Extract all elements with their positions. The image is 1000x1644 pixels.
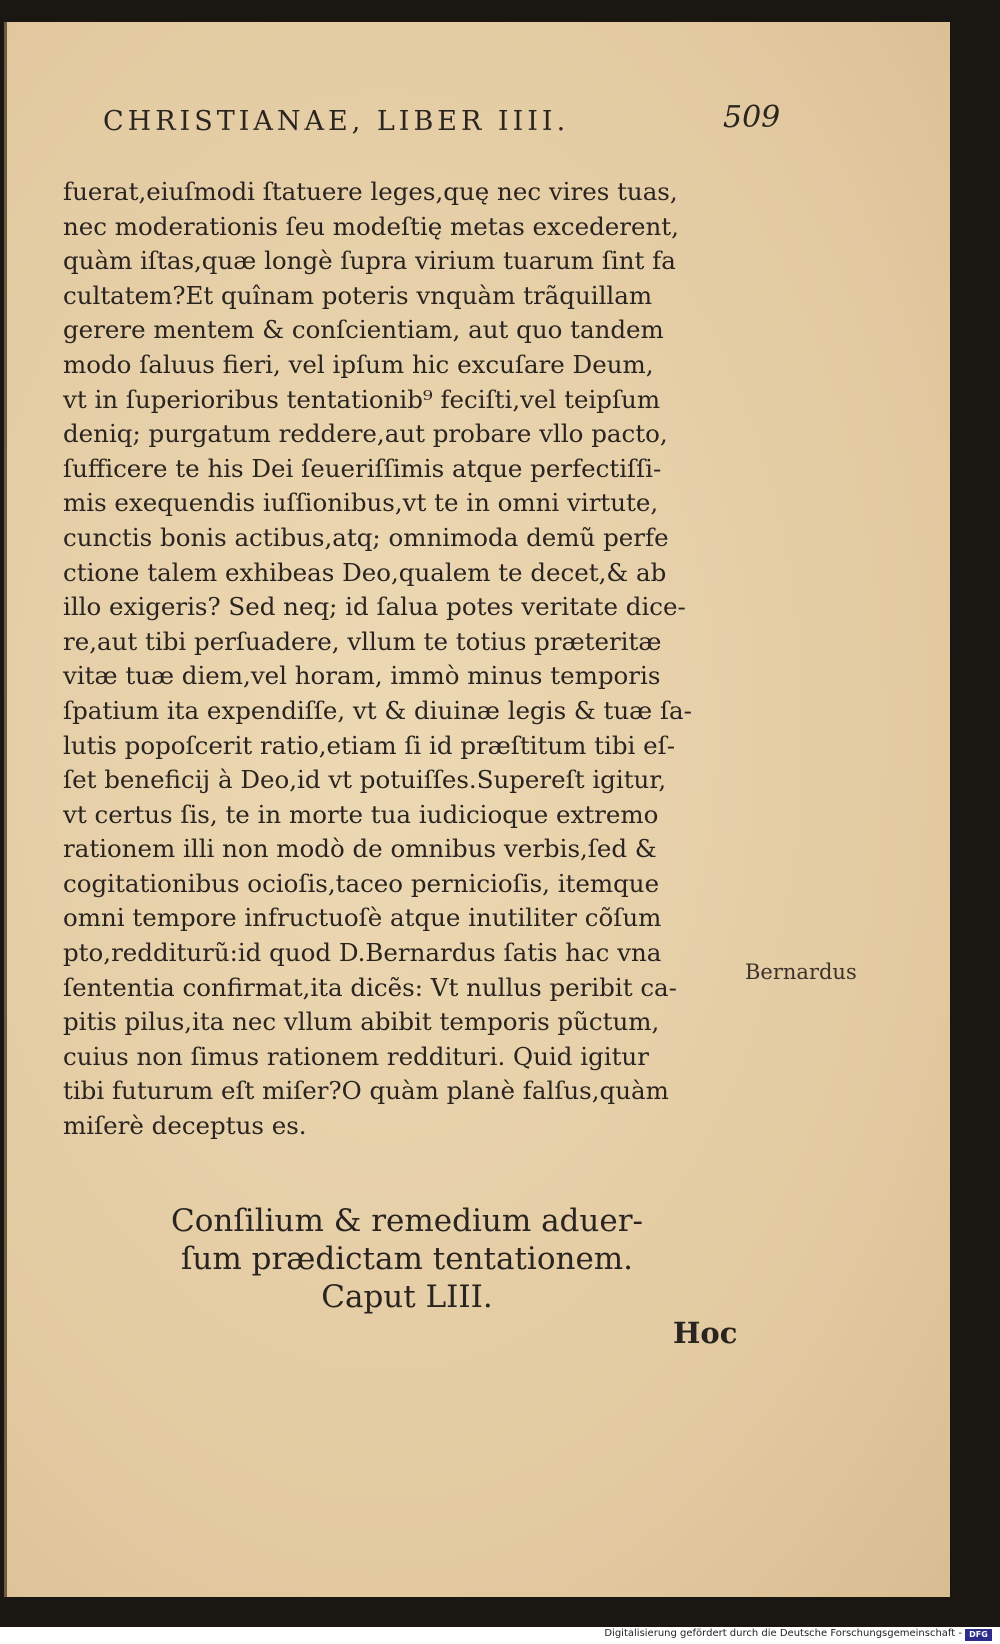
body-text [63,175,743,1144]
chapter-number: Caput LIII. [321,1279,493,1315]
text-line: quàm iſtas,quæ longè ſupra virium tuarum ſint fa [63,246,676,276]
text-line: ſpatium ita expendiſſe, vt & diuinæ legis & tuæ ſa- [63,695,692,725]
book-page [4,22,950,1597]
chapter-heading-line: Conſilium & remedium aduer- [170,1203,644,1239]
text-line: modo ſaluus fieri, vel ipſum hic excuſare Deum, [63,349,654,379]
text-line: cultatem?Et quînam poteris vnquàm trãquillam [63,280,653,310]
text-line: illo exigeris? Sed neq; id ſalua potes veritate dice- [63,592,686,622]
catchword: Hoc [673,1316,738,1350]
dfg-logo-icon: DFG [965,1629,992,1641]
text-line: cogitationibus ocioſis,taceo pernicioſis, itemque [63,868,660,898]
chapter-heading [67,1202,747,1316]
running-title: CHRISTIANAE, LIBER IIII. [103,106,570,137]
text-line: pto,redditurũ:id quod D.Bernardus ſatis hac vna [63,938,662,968]
text-line: fuerat,eiuſmodi ſtatuere leges,quę nec vires tuas, [63,177,678,206]
text-line: nec moderationis ſeu modeſtię metas excederent, [63,211,679,241]
text-line: deniq; purgatum reddere,aut probare vllo pacto, [63,419,668,449]
text-line: ctione talem exhibeas Deo,qualem te decet,& ab [63,557,667,587]
text-line: cunctis bonis actibus,atq; omnimoda demũ perfe [63,522,669,552]
text-line: rationem illi non modò de omnibus verbis,ſed & [63,834,657,864]
text-line: vt in ſuperioribus tentationib⁹ feciſti,vel teipſum [63,384,661,414]
chapter-heading-line: ſum prædictam tentationem. [180,1241,634,1277]
text-line: pitis pilus,ita nec vllum abibit temporis pũctum, [63,1007,660,1037]
text-line: re,aut tibi perſuadere, vllum te totius præteritæ [63,626,662,656]
text-line: tibi futurum eſt miſer?O quàm planè falſus,quàm [63,1076,669,1106]
text-line: lutis popoſcerit ratio,etiam ſi id præſtitum tibi eſ- [63,730,675,760]
text-line: ſententia confirmat,ita dicẽs: Vt nullus peribit ca- [63,972,677,1002]
funding-credit: Digitalisierung gefördert durch die Deutsche Forschungsgemeinschaft - [604,1628,962,1639]
text-line: gerere mentem & conſcientiam, aut quo tandem [63,315,664,345]
text-line: omni tempore infructuoſè atque inutiliter cõſum [63,903,662,933]
text-line: cuius non ſimus rationem reddituri. Quid igitur [63,1041,649,1071]
margin-note: Bernardus [745,960,857,984]
text-line: ſet beneficij à Deo,id vt potuiſſes.Supereſt igitur, [63,765,667,795]
text-line: vt certus ſis, te in morte tua iudicioque extremo [63,799,659,829]
text-line: vitæ tuæ diem,vel horam, immò minus temporis [63,661,661,691]
folio-number: 509 [723,100,781,135]
text-line: ſufficere te his Dei ſeueriſſimis atque perfectiſſi- [63,453,662,483]
text-line: mis exequendis iuſſionibus,vt te in omni virtute, [63,488,659,518]
text-line: miſerè deceptus es. [63,1111,307,1141]
